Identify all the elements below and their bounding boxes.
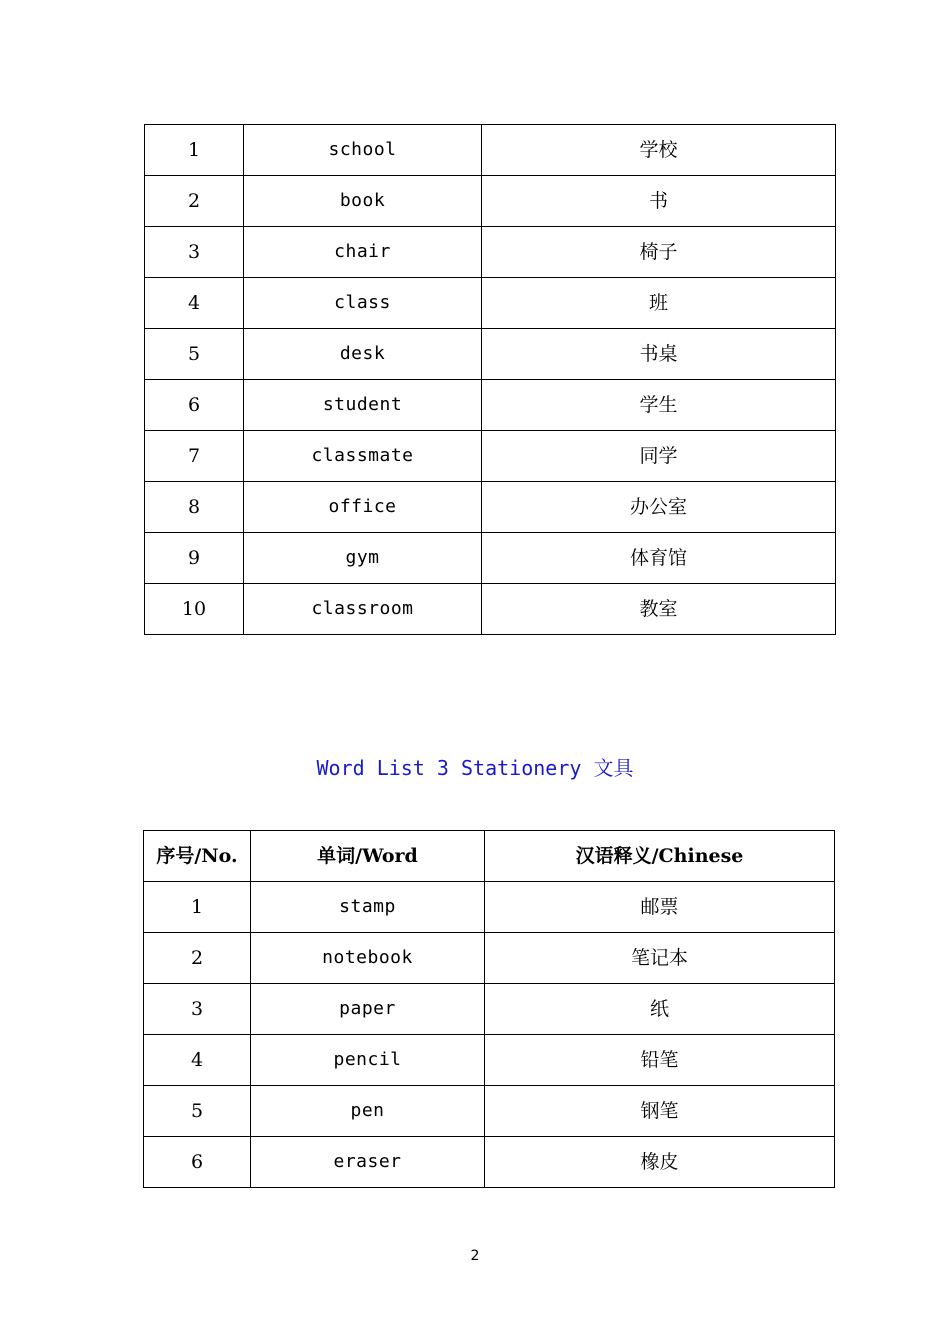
row-number: 9: [145, 533, 244, 584]
header-chinese: 汉语释义/Chinese: [485, 831, 835, 882]
chinese-meaning: 笔记本: [485, 933, 835, 984]
table-row: [144, 1035, 835, 1086]
page-number: 2: [470, 1248, 480, 1264]
chinese-meaning: 铅笔: [485, 1035, 835, 1086]
table-row: [145, 584, 836, 635]
word-list-table-body: [144, 882, 835, 1188]
chinese-meaning: 书桌: [482, 329, 836, 380]
row-number: 1: [145, 125, 244, 176]
chinese-meaning: 体育馆: [482, 533, 836, 584]
english-word: class: [244, 278, 482, 329]
row-number: 4: [145, 278, 244, 329]
row-number: 2: [144, 933, 251, 984]
row-number: 3: [145, 227, 244, 278]
table-row: [145, 176, 836, 227]
table-row: [144, 882, 835, 933]
english-word: eraser: [251, 1137, 485, 1188]
chinese-meaning: 班: [482, 278, 836, 329]
english-word: book: [244, 176, 482, 227]
row-number: 1: [144, 882, 251, 933]
table-row: [144, 984, 835, 1035]
row-number: 5: [145, 329, 244, 380]
english-word: student: [244, 380, 482, 431]
chinese-meaning: 邮票: [485, 882, 835, 933]
chinese-meaning: 钢笔: [485, 1086, 835, 1137]
english-word: classroom: [244, 584, 482, 635]
row-number: 5: [144, 1086, 251, 1137]
table-row: [145, 278, 836, 329]
english-word: desk: [244, 329, 482, 380]
table-row: [145, 533, 836, 584]
chinese-meaning: 同学: [482, 431, 836, 482]
table-row: [145, 329, 836, 380]
row-number: 3: [144, 984, 251, 1035]
english-word: pencil: [251, 1035, 485, 1086]
header-word: 单词/Word: [251, 831, 485, 882]
header-number: 序号/No.: [144, 831, 251, 882]
chinese-meaning: 教室: [482, 584, 836, 635]
word-list-table-body: [145, 125, 836, 635]
header-row: [144, 831, 835, 882]
english-word: school: [244, 125, 482, 176]
table-row: [145, 125, 836, 176]
row-number: 2: [145, 176, 244, 227]
english-word: notebook: [251, 933, 485, 984]
row-number: 10: [145, 584, 244, 635]
table-row: [144, 1137, 835, 1188]
english-word: stamp: [251, 882, 485, 933]
word-list-table-stationery: [143, 830, 835, 1188]
chinese-meaning: 办公室: [482, 482, 836, 533]
table-row: [144, 933, 835, 984]
table-row: [145, 431, 836, 482]
english-word: office: [244, 482, 482, 533]
chinese-meaning: 学生: [482, 380, 836, 431]
table-header: [144, 831, 835, 882]
table-row: [144, 1086, 835, 1137]
row-number: 6: [145, 380, 244, 431]
chinese-meaning: 椅子: [482, 227, 836, 278]
table-row: [145, 227, 836, 278]
chinese-meaning: 橡皮: [485, 1137, 835, 1188]
english-word: gym: [244, 533, 482, 584]
section-title: Word List 3 Stationery 文具: [316, 756, 634, 780]
chinese-meaning: 学校: [482, 125, 836, 176]
row-number: 7: [145, 431, 244, 482]
english-word: pen: [251, 1086, 485, 1137]
word-list-table-school: [144, 124, 836, 635]
row-number: 4: [144, 1035, 251, 1086]
table-row: [145, 482, 836, 533]
english-word: classmate: [244, 431, 482, 482]
row-number: 8: [145, 482, 244, 533]
chinese-meaning: 纸: [485, 984, 835, 1035]
english-word: paper: [251, 984, 485, 1035]
row-number: 6: [144, 1137, 251, 1188]
chinese-meaning: 书: [482, 176, 836, 227]
english-word: chair: [244, 227, 482, 278]
table-row: [145, 380, 836, 431]
